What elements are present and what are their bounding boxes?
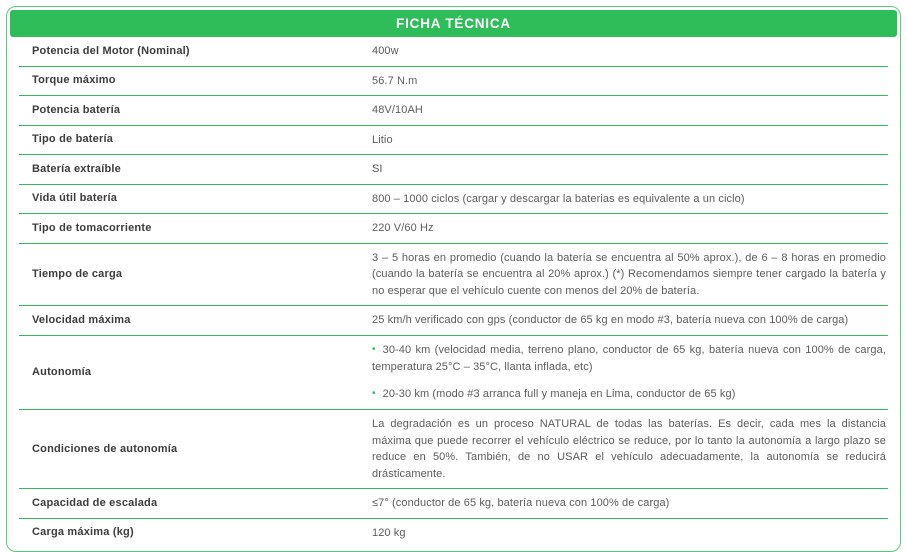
table-row <box>19 67 888 97</box>
row-value: Litio <box>372 133 393 146</box>
row-label: Potencia batería <box>32 103 121 116</box>
row-label: Autonomía <box>32 365 92 378</box>
table-row <box>19 244 888 307</box>
bullet-item <box>372 342 886 376</box>
row-value: 56.7 N.m <box>372 74 418 87</box>
spec-rows <box>19 37 888 547</box>
row-label: Carga máxima (kg) <box>32 526 134 539</box>
row-value: 25 km/h verificado con gps (conductor de 65 kg en modo #3, batería nueva con 100% de carga) <box>372 314 849 326</box>
row-label: Potencia del Motor (Nominal) <box>32 44 190 57</box>
row-value: 220 V/60 Hz <box>372 222 434 234</box>
table-row <box>19 185 888 215</box>
table-row <box>19 96 888 126</box>
row-value: SI <box>372 163 383 175</box>
row-value: 800 – 1000 ciclos (cargar y descargar la baterias es equivalente a un ciclo) <box>372 192 745 205</box>
row-label: Velocidad máxima <box>32 313 131 326</box>
row-label: Condiciones de autonomía <box>32 442 178 455</box>
bullet-item <box>372 386 886 404</box>
table-row <box>19 410 888 489</box>
row-label: Tipo de tomacorriente <box>32 221 152 234</box>
table-row <box>19 126 888 156</box>
table-row <box>19 336 888 411</box>
table-row <box>19 155 888 185</box>
row-value: La degradación es un proceso NATURAL de todas las baterías. Es decir, cada mes la distancia máxima que puede recorrer el vehículo eléctrico se reduce, por lo tanto la autonomía a largo plazo se reduce en 50%. También, de no USAR el vehículo adecuadamente, la autonomía se reducirá drásticamente. <box>372 418 886 480</box>
row-label: Vida útil batería <box>32 192 118 205</box>
row-label: Torque máximo <box>32 74 116 87</box>
row-value: ≤7° (conductor de 65 kg, batería nueva con 100% de carga) <box>372 497 670 509</box>
table-row <box>19 489 888 519</box>
table-row <box>19 37 888 67</box>
bullet-icon: • <box>372 387 376 399</box>
row-value: 400w <box>372 45 399 57</box>
spec-sheet-card <box>6 6 901 552</box>
spec-sheet-title: FICHA TÉCNICA <box>10 10 897 37</box>
table-row <box>19 519 888 548</box>
row-value: 120 kg <box>372 526 406 539</box>
bullet-icon: • <box>372 343 376 355</box>
table-row <box>19 214 888 244</box>
row-label: Batería extraíble <box>32 162 121 175</box>
row-value <box>372 342 888 404</box>
row-label: Tipo de batería <box>32 133 114 146</box>
bullet-text: 20-30 km (modo #3 arranca full y maneja en Lima, conductor de 65 kg) <box>382 387 736 400</box>
row-label: Tiempo de carga <box>32 267 123 280</box>
bullet-text: 30-40 km (velocidad media, terreno plano, conductor de 65 kg, batería nueva con 100% de carga, temperatura 25°C – 35°C, llanta inflada, etc) <box>372 343 886 373</box>
row-label: Capacidad de escalada <box>32 496 158 509</box>
row-value: 48V/10AH <box>372 104 423 116</box>
row-value: 3 – 5 horas en promedio (cuando la batería se encuentra al 50% aprox.), de 6 – 8 horas en promedio (cuando la batería se encuentra al 20% aprox.) (*) Recomendamos siempre tener cargado la batería y no esperar que el vehículo cuente con menos del 20% de batería. <box>372 251 886 297</box>
table-row <box>19 306 888 336</box>
